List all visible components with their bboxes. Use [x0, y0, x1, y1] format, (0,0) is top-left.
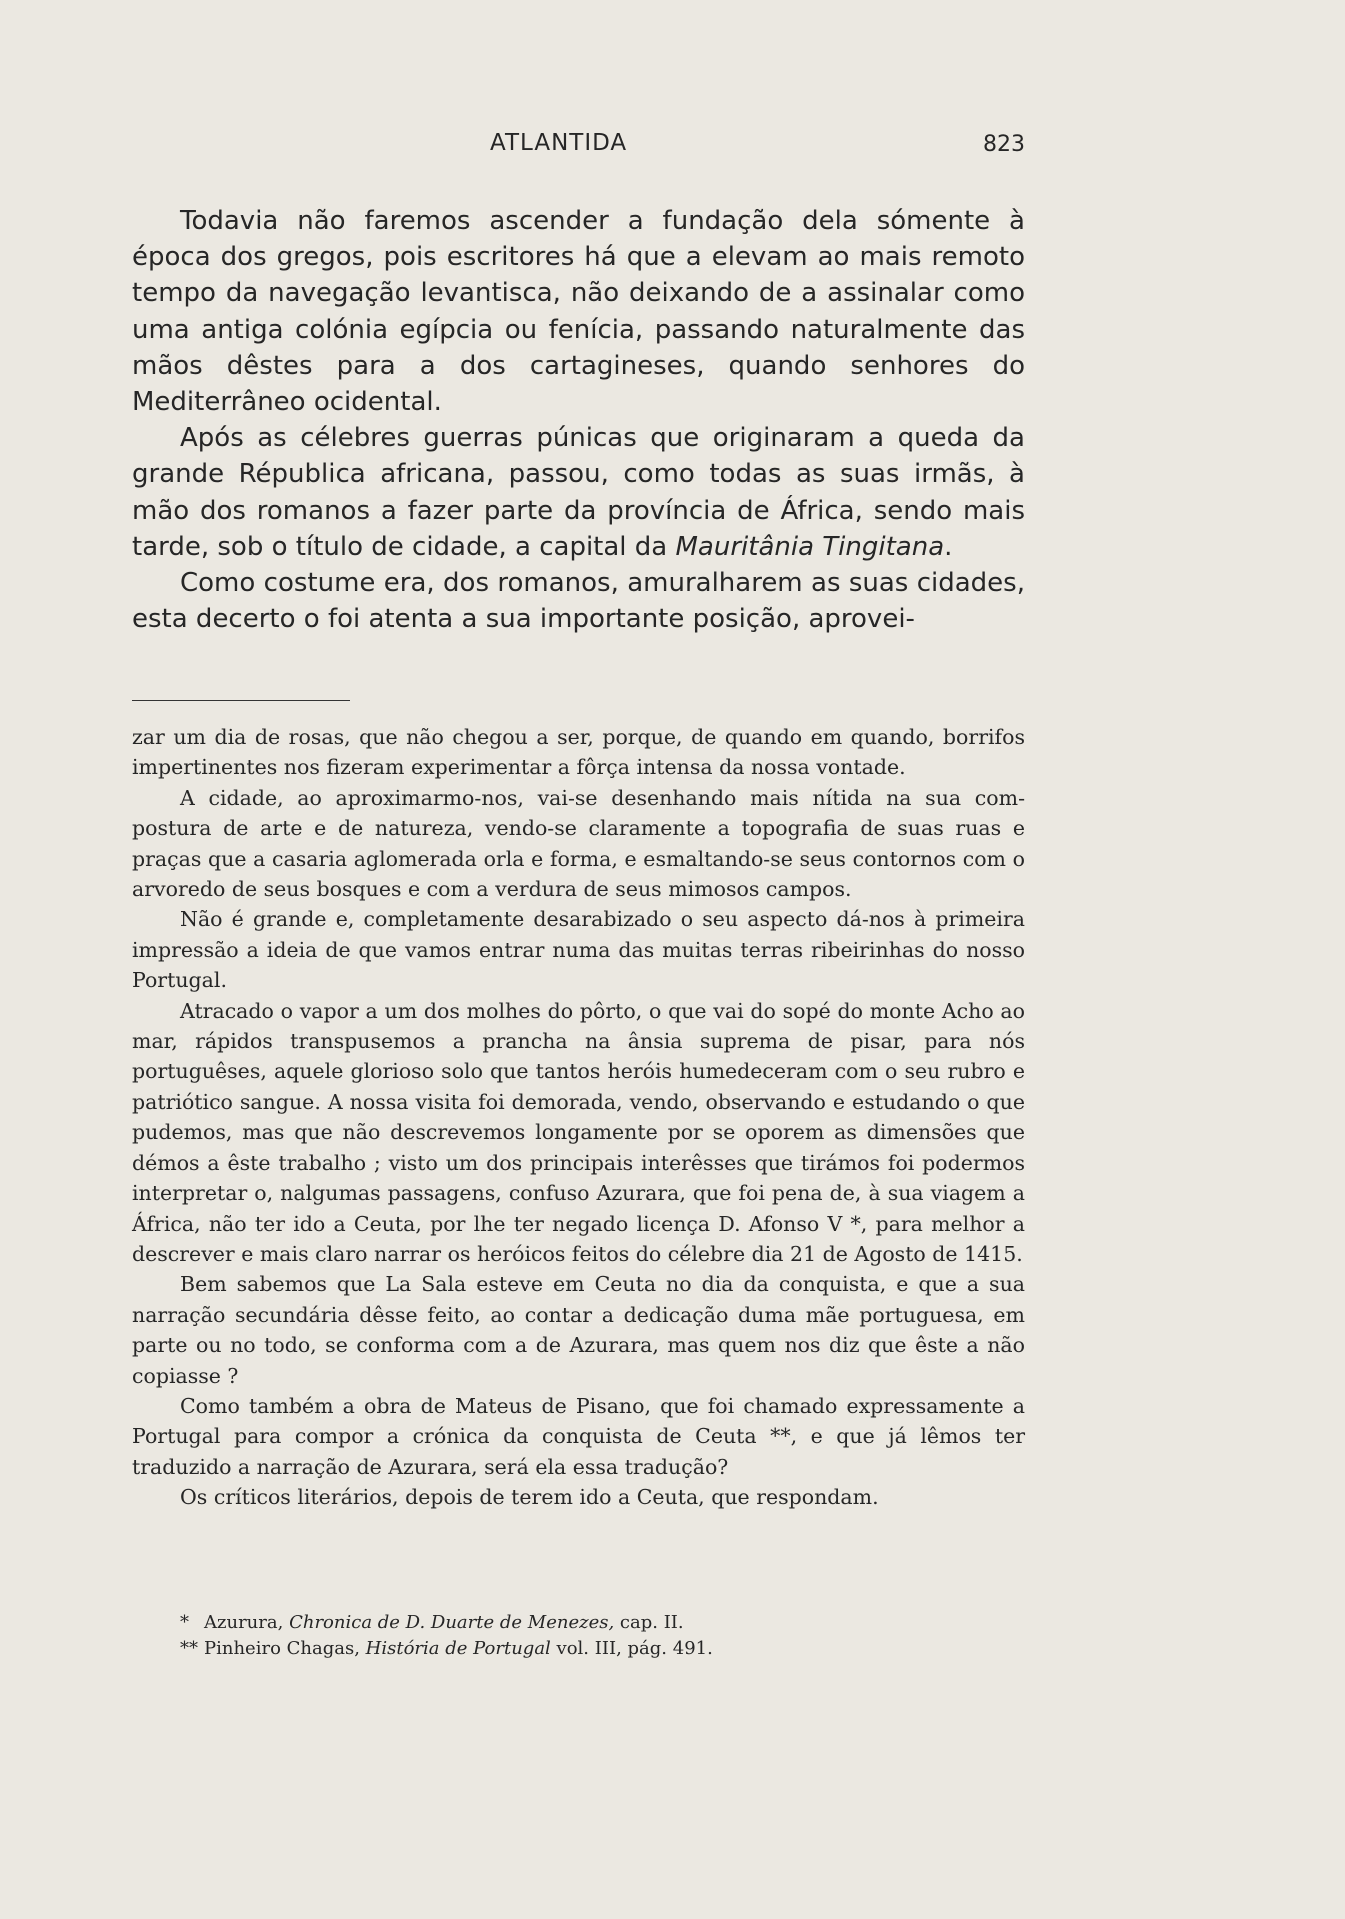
- running-title: ATLANTIDA: [490, 130, 628, 156]
- footnote-marker: **: [180, 1638, 198, 1659]
- quote-paragraph: zar um dia de rosas, que não chegou a ser, porque, de quando em quando, borrifos impertinentes nos fizeram experimentar a fôrça intensa da nossa vontade.: [132, 725, 1025, 780]
- paragraph: [132, 420, 1025, 565]
- footnote-title: História de Portugal: [365, 1638, 551, 1659]
- quote-paragraph: A cidade, ao aproximarmo-nos, vai-se desenhando mais nítida na sua compostura de arte e de natureza, vendo-se claramente a topografia de suas ruas e praças que a casaria aglomerada orla e forma, e esmaltando-se seus contornos com o arvoredo de seus bosques e com a verdura de seus mimosos campos.: [132, 785, 1025, 902]
- paragraph: Todavia não faremos ascender a fundação dela sómente à época dos gregos, pois escritores há que a elevam ao mais remoto tempo da navegação levantisca, não deixando de a assinalar como uma antiga colónia egípcia ou fenícia, passando naturalmente das mãos dêstes para a dos cartagineses, quando senhores do Mediterrâneo ocidental.: [132, 206, 1025, 418]
- footnote-author: Pinheiro Chagas,: [204, 1638, 360, 1659]
- footnote-ref: cap. II.: [619, 1612, 684, 1633]
- footnote: [180, 1636, 1025, 1662]
- paragraph-text: Após as célebres guerras púnicas que originaram a queda da grande Républica africana, passou, como todas as suas irmãs, à mão dos romanos a fazer parte da província de África, sendo mais tarde, sob o título de cidade, a capital da: [132, 423, 1025, 562]
- page-number: 823: [983, 132, 1025, 157]
- footnote: [180, 1610, 1025, 1636]
- paragraph-end: .: [944, 531, 953, 562]
- quote-paragraph: Bem sabemos que La Sala esteve em Ceuta no dia da conquista, e que a sua narração secundária dêsse feito, ao contar a dedicação duma mãe portuguesa, em parte ou no todo, se conforma com a de Azurara, mas quem nos diz que êste a não copiasse ?: [132, 1272, 1025, 1388]
- quoted-text: [132, 722, 1025, 1513]
- footnote-title: Chronica de D. Duarte de Menezes,: [289, 1612, 615, 1633]
- italic-place-name: Mauritânia Tingitana: [675, 531, 945, 562]
- quote-paragraph: Como também a obra de Mateus de Pisano, que foi chamado expressamente a Portugal para compor a crónica da conquista de Ceuta **, e que já lêmos ter traduzido a narração de Azurara, será ela essa tradução?: [132, 1393, 1025, 1479]
- section-divider: [132, 700, 350, 701]
- footnotes: [180, 1610, 1025, 1662]
- footnote-author: Azurura,: [204, 1612, 284, 1633]
- page-header: [130, 130, 1025, 170]
- quote-paragraph: Atracado o vapor a um dos molhes do pôrto, o que vai do sopé do monte Acho ao mar, rápidos transpusemos a prancha na ânsia suprema de pisar, para nós portuguêses, aquele glorioso solo que tantos heróis humedeceram com o seu rubro e patriótico sangue. A nossa visita foi demorada, vendo, observando e estudando o que pudemos, mas que não descrevemos longamente por se oporem as dimensões que démos a êste trabalho ; visto um dos principais interêsses que tirámos foi podermos interpretar o, nalgumas passagens, confuso Azurara, que foi pena de, à sua viagem a África, não ter ido a Ceuta, por lhe ter negado licença D. Afonso V *, para melhor a descrever e mais claro narrar os heróicos feitos do célebre dia 21 de Agosto de 1415.: [132, 998, 1025, 1266]
- quote-paragraph: Não é grande e, completamente desarabizado o seu aspecto dá-nos à primeira impressão a ideia de que vamos entrar numa das muitas terras ribeirinhas do nosso Portugal.: [132, 907, 1025, 993]
- main-text: [132, 203, 1025, 637]
- quote-paragraph: Os críticos literários, depois de terem ido a Ceuta, que respondam.: [180, 1485, 879, 1510]
- footnote-marker: *: [180, 1612, 189, 1633]
- footnote-ref: vol. III, pág. 491.: [556, 1638, 713, 1659]
- paragraph: Como costume era, dos romanos, amuralharem as suas cidades, esta decerto o foi atenta a sua importante posição, aprovei-: [132, 568, 1025, 635]
